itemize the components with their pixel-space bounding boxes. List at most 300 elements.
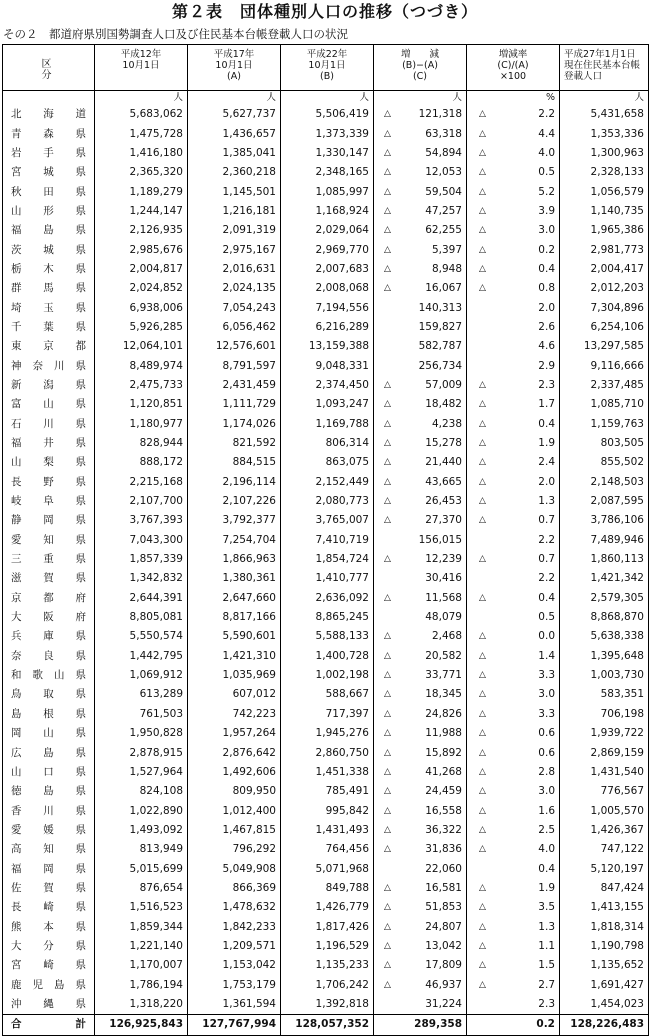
change-rate: [467, 221, 560, 240]
pop-change-value: 4,238: [431, 417, 462, 430]
change-rate-value: 1.4: [538, 649, 555, 662]
decrease-mark: △: [384, 902, 391, 913]
table-row: [3, 105, 649, 124]
header-h17: [188, 45, 281, 91]
pop-h22: 2,636,092: [281, 589, 374, 608]
table-row: [3, 434, 649, 453]
header-h27-line3: 登載人口: [564, 71, 603, 82]
pop-h12: 2,475,733: [95, 376, 188, 395]
pop-h17: 2,431,459: [188, 376, 281, 395]
change-rate-value: 2.3: [538, 378, 555, 391]
page-title: 第２表 団体種別人口の推移（つづき）: [171, 2, 478, 21]
table-row: [3, 879, 649, 898]
pop-h22: 128,057,352: [281, 1015, 374, 1035]
change-rate-value: 5.2: [538, 185, 555, 198]
change-rate: [467, 608, 560, 627]
pop-h27: 2,012,203: [560, 279, 649, 298]
pop-h22: 1,330,147: [281, 144, 374, 163]
decrease-mark: △: [479, 728, 486, 739]
pop-change-value: 18,482: [425, 398, 462, 411]
pop-h22: 7,194,556: [281, 298, 374, 317]
pop-h27: 2,869,159: [560, 743, 649, 762]
pop-h12: 1,493,092: [95, 821, 188, 840]
change-rate: [467, 105, 560, 124]
header-rate: [467, 45, 560, 91]
pop-h22: 1,426,779: [281, 898, 374, 917]
change-rate: [467, 260, 560, 279]
change-rate: [467, 627, 560, 646]
table-row: [3, 318, 649, 337]
prefecture-name: 富山県: [3, 395, 95, 414]
pop-h17: 2,196,114: [188, 473, 281, 492]
prefecture-name: 島根県: [3, 705, 95, 724]
pop-h17: 742,223: [188, 705, 281, 724]
pop-h12: 1,221,140: [95, 937, 188, 956]
decrease-mark: △: [479, 283, 486, 294]
decrease-mark: △: [479, 708, 486, 719]
pop-h17: 1,380,361: [188, 569, 281, 588]
pop-h27: 5,120,197: [560, 859, 649, 878]
change-rate: [467, 879, 560, 898]
change-rate: [467, 240, 560, 259]
pop-h12: 824,108: [95, 782, 188, 801]
table-row: [3, 859, 649, 878]
change-rate: [467, 801, 560, 820]
prefecture-name: 京都府: [3, 589, 95, 608]
pop-change: [374, 511, 467, 530]
pop-h27: 1,353,336: [560, 124, 649, 143]
table-row: [3, 473, 649, 492]
pop-change-value: 16,581: [425, 881, 462, 894]
pop-change: [374, 898, 467, 917]
change-rate-value: 3.0: [538, 224, 555, 237]
pop-h27: 1,085,710: [560, 395, 649, 414]
table-row: [3, 298, 649, 317]
pop-h27: 5,638,338: [560, 627, 649, 646]
pop-change-value: 24,459: [425, 785, 462, 798]
change-rate-value: 0.7: [538, 514, 555, 527]
pop-h22: 806,314: [281, 434, 374, 453]
decrease-mark: △: [479, 882, 486, 893]
decrease-mark: △: [479, 399, 486, 410]
pop-h27: 1,159,763: [560, 415, 649, 434]
pop-h27: 5,431,658: [560, 105, 649, 124]
change-rate-value: 4.0: [538, 843, 555, 856]
table-row: [3, 453, 649, 472]
pop-h17: 821,592: [188, 434, 281, 453]
pop-h22: 1,451,338: [281, 763, 374, 782]
pop-change: [374, 763, 467, 782]
table-row: [3, 743, 649, 762]
pop-change: [374, 240, 467, 259]
pop-h22: 1,945,276: [281, 724, 374, 743]
pop-change: [374, 821, 467, 840]
pop-h12: 5,015,699: [95, 859, 188, 878]
table-row: [3, 763, 649, 782]
pop-h27: 2,148,503: [560, 473, 649, 492]
change-rate: [467, 144, 560, 163]
change-rate-value: 2.0: [538, 475, 555, 488]
change-rate: [467, 492, 560, 511]
decrease-mark: △: [479, 670, 486, 681]
prefecture-name: 山梨県: [3, 453, 95, 472]
change-rate: [467, 743, 560, 762]
pop-change: [374, 105, 467, 124]
change-rate: [467, 376, 560, 395]
pop-change: [374, 859, 467, 878]
pop-h12: 761,503: [95, 705, 188, 724]
pop-h17: 1,478,632: [188, 898, 281, 917]
prefecture-name: 兵庫県: [3, 627, 95, 646]
pop-h12: 1,950,828: [95, 724, 188, 743]
decrease-mark: △: [479, 824, 486, 835]
prefecture-name: 愛知県: [3, 531, 95, 550]
pop-h12: 2,985,676: [95, 240, 188, 259]
pop-change: [374, 202, 467, 221]
decrease-mark: △: [479, 438, 486, 449]
change-rate: [467, 917, 560, 936]
decrease-mark: △: [479, 805, 486, 816]
pop-change: [374, 395, 467, 414]
pop-h22: 785,491: [281, 782, 374, 801]
decrease-mark: △: [384, 766, 391, 777]
pop-h22: 849,788: [281, 879, 374, 898]
pop-change-value: 582,787: [418, 340, 462, 353]
change-rate: [467, 975, 560, 994]
pop-change-value: 256,734: [418, 359, 462, 372]
change-rate-value: 0.5: [538, 611, 555, 624]
decrease-mark: △: [384, 263, 391, 274]
pop-h27: 2,004,417: [560, 260, 649, 279]
prefecture-name: 滋賀県: [3, 569, 95, 588]
pop-h17: 884,515: [188, 453, 281, 472]
table-row: [3, 531, 649, 550]
pop-h22: 1,706,242: [281, 975, 374, 994]
table-row: [3, 182, 649, 201]
change-rate: [467, 337, 560, 356]
pop-h27: 2,579,305: [560, 589, 649, 608]
change-rate-value: 2.3: [538, 997, 555, 1010]
pop-h22: 1,168,924: [281, 202, 374, 221]
pop-change-value: 13,042: [425, 939, 462, 952]
table-row: [3, 666, 649, 685]
decrease-mark: △: [384, 109, 391, 120]
prefecture-name: 石川県: [3, 415, 95, 434]
header-row: [3, 45, 649, 91]
change-rate-value: 0.4: [538, 417, 555, 430]
unit-person: 人: [281, 91, 374, 106]
pop-h22: 9,048,331: [281, 356, 374, 375]
table-row: [3, 356, 649, 375]
pop-h17: 796,292: [188, 840, 281, 859]
prefecture-name: 合計: [3, 1015, 95, 1035]
pop-h27: 855,502: [560, 453, 649, 472]
prefecture-name: 東京都: [3, 337, 95, 356]
decrease-mark: △: [384, 379, 391, 390]
decrease-mark: △: [384, 824, 391, 835]
pop-h27: 3,786,106: [560, 511, 649, 530]
units-row: [3, 91, 649, 106]
pop-change: [374, 956, 467, 975]
decrease-mark: △: [384, 805, 391, 816]
pop-change: [374, 840, 467, 859]
change-rate: [467, 434, 560, 453]
pop-h22: 1,196,529: [281, 937, 374, 956]
pop-change-value: 46,937: [425, 978, 462, 991]
pop-h22: 1,373,339: [281, 124, 374, 143]
decrease-mark: △: [384, 844, 391, 855]
table-row: [3, 202, 649, 221]
table-subtitle: その２ 都道府県別国勢調査人口及び住民基本台帳登載人口の状況: [3, 27, 348, 41]
pop-h17: 2,360,218: [188, 163, 281, 182]
table-row: [3, 569, 649, 588]
pop-change-value: 33,771: [425, 669, 462, 682]
change-rate-value: 0.4: [538, 262, 555, 275]
table-row: [3, 724, 649, 743]
pop-h17: 866,369: [188, 879, 281, 898]
pop-change-value: 11,568: [425, 591, 462, 604]
decrease-mark: △: [479, 167, 486, 178]
pop-h12: 2,644,391: [95, 589, 188, 608]
header-h12-line2: 10月1日: [122, 60, 160, 71]
pop-h27: 9,116,666: [560, 356, 649, 375]
change-rate: [467, 685, 560, 704]
pop-change-value: 16,067: [425, 282, 462, 295]
prefecture-name: 鳥取県: [3, 685, 95, 704]
pop-h22: 5,588,133: [281, 627, 374, 646]
pop-h12: 7,043,300: [95, 531, 188, 550]
pop-h22: 1,410,777: [281, 569, 374, 588]
pop-h22: 5,506,419: [281, 105, 374, 124]
pop-h27: 1,135,652: [560, 956, 649, 975]
header-h17-line3: (A): [227, 71, 241, 82]
pop-h12: 12,064,101: [95, 337, 188, 356]
table-row: [3, 917, 649, 936]
decrease-mark: △: [479, 554, 486, 565]
change-rate-value: 3.9: [538, 204, 555, 217]
header-rate-line2: (C)/(A): [497, 60, 529, 71]
pop-change-value: 20,582: [425, 649, 462, 662]
pop-h12: 2,004,817: [95, 260, 188, 279]
change-rate-value: 2.2: [538, 108, 555, 121]
pop-h27: 6,254,106: [560, 318, 649, 337]
prefecture-name: 三重県: [3, 550, 95, 569]
pop-h22: 1,085,997: [281, 182, 374, 201]
pop-h12: 2,365,320: [95, 163, 188, 182]
pop-h12: 1,069,912: [95, 666, 188, 685]
change-rate: [467, 763, 560, 782]
prefecture-name: 沖縄県: [3, 995, 95, 1015]
pop-h27: 1,454,023: [560, 995, 649, 1015]
change-rate-value: 0.5: [538, 166, 555, 179]
pop-h17: 1,436,657: [188, 124, 281, 143]
pop-h17: 1,866,963: [188, 550, 281, 569]
decrease-mark: △: [479, 147, 486, 158]
pop-h17: 12,576,601: [188, 337, 281, 356]
pop-h17: 127,767,994: [188, 1015, 281, 1035]
pop-h12: 1,022,890: [95, 801, 188, 820]
pop-change: [374, 627, 467, 646]
pop-change: [374, 975, 467, 994]
change-rate: [467, 163, 560, 182]
prefecture-name: 大阪府: [3, 608, 95, 627]
pop-h22: 8,865,245: [281, 608, 374, 627]
table-row: [3, 511, 649, 530]
pop-change-value: 11,988: [425, 727, 462, 740]
pop-h17: 5,590,601: [188, 627, 281, 646]
decrease-mark: △: [479, 921, 486, 932]
pop-change-value: 18,345: [425, 688, 462, 701]
pop-change-value: 289,358: [414, 1018, 462, 1031]
pop-h22: 1,817,426: [281, 917, 374, 936]
change-rate: [467, 531, 560, 550]
pop-change-value: 140,313: [418, 301, 462, 314]
decrease-mark: △: [384, 940, 391, 951]
pop-h22: 2,860,750: [281, 743, 374, 762]
pop-h22: 2,152,449: [281, 473, 374, 492]
pop-h22: 1,854,724: [281, 550, 374, 569]
pop-h12: 1,442,795: [95, 647, 188, 666]
decrease-mark: △: [384, 496, 391, 507]
pop-h22: 717,397: [281, 705, 374, 724]
decrease-mark: △: [384, 457, 391, 468]
pop-h27: 1,056,579: [560, 182, 649, 201]
pop-h27: 1,939,722: [560, 724, 649, 743]
pop-h22: 863,075: [281, 453, 374, 472]
prefecture-name: 福島県: [3, 221, 95, 240]
prefecture-name: 岩手県: [3, 144, 95, 163]
prefecture-name: 千葉県: [3, 318, 95, 337]
pop-change: [374, 937, 467, 956]
change-rate: [467, 569, 560, 588]
pop-h12: 1,786,194: [95, 975, 188, 994]
pop-h17: 607,012: [188, 685, 281, 704]
table-row: [3, 627, 649, 646]
change-rate-value: 2.9: [538, 359, 555, 372]
pop-h12: 2,878,915: [95, 743, 188, 762]
pop-h22: 1,431,493: [281, 821, 374, 840]
prefecture-name: 奈良県: [3, 647, 95, 666]
pop-h27: 583,351: [560, 685, 649, 704]
change-rate: [467, 937, 560, 956]
pop-change: [374, 647, 467, 666]
change-rate-value: 4.6: [538, 340, 555, 353]
pop-h17: 1,216,181: [188, 202, 281, 221]
prefecture-name: 徳島県: [3, 782, 95, 801]
pop-change-value: 17,809: [425, 959, 462, 972]
prefecture-name: 新潟県: [3, 376, 95, 395]
pop-h22: 764,456: [281, 840, 374, 859]
decrease-mark: △: [479, 747, 486, 758]
pop-h17: 5,049,908: [188, 859, 281, 878]
prefecture-name: 鹿児島県: [3, 975, 95, 994]
pop-change: [374, 337, 467, 356]
pop-h22: 2,007,683: [281, 260, 374, 279]
pop-change-value: 41,268: [425, 765, 462, 778]
decrease-mark: △: [384, 399, 391, 410]
change-rate-value: 2.2: [538, 572, 555, 585]
pop-h12: 5,550,574: [95, 627, 188, 646]
decrease-mark: △: [384, 882, 391, 893]
header-h22-line1: 平成22年: [306, 49, 348, 60]
table-row: [3, 376, 649, 395]
pop-change-value: 63,318: [425, 127, 462, 140]
change-rate-value: 0.4: [538, 591, 555, 604]
pop-h27: 1,860,113: [560, 550, 649, 569]
decrease-mark: △: [384, 515, 391, 526]
pop-h12: 2,024,852: [95, 279, 188, 298]
change-rate-value: 1.3: [538, 495, 555, 508]
prefecture-name: 宮崎県: [3, 956, 95, 975]
change-rate-value: 3.0: [538, 785, 555, 798]
table-row: [3, 337, 649, 356]
pop-change: [374, 279, 467, 298]
pop-change: [374, 144, 467, 163]
decrease-mark: △: [384, 747, 391, 758]
pop-h22: 5,071,968: [281, 859, 374, 878]
change-rate-value: 4.0: [538, 146, 555, 159]
table-row: [3, 821, 649, 840]
pop-h22: 1,002,198: [281, 666, 374, 685]
pop-h17: 809,950: [188, 782, 281, 801]
pop-h17: 1,111,729: [188, 395, 281, 414]
pop-change-value: 43,665: [425, 475, 462, 488]
change-rate-value: 0.2: [536, 1018, 555, 1031]
total-row: [3, 1015, 649, 1035]
table-row: [3, 144, 649, 163]
decrease-mark: △: [479, 496, 486, 507]
decrease-mark: △: [479, 844, 486, 855]
pop-h27: 747,122: [560, 840, 649, 859]
decrease-mark: △: [384, 128, 391, 139]
prefecture-name: 岡山県: [3, 724, 95, 743]
decrease-mark: △: [479, 979, 486, 990]
pop-h17: 1,035,969: [188, 666, 281, 685]
change-rate-value: 3.3: [538, 669, 555, 682]
prefecture-name: 山形県: [3, 202, 95, 221]
unit-person: 人: [95, 91, 188, 106]
pop-change-value: 47,257: [425, 204, 462, 217]
prefecture-name: 愛媛県: [3, 821, 95, 840]
unit-person: 人: [188, 91, 281, 106]
decrease-mark: △: [479, 766, 486, 777]
pop-h12: 3,767,393: [95, 511, 188, 530]
table-row: [3, 124, 649, 143]
decrease-mark: △: [384, 147, 391, 158]
change-rate: [467, 298, 560, 317]
pop-h27: 2,087,595: [560, 492, 649, 511]
pop-change: [374, 743, 467, 762]
pop-change: [374, 163, 467, 182]
pop-change-value: 156,015: [418, 533, 462, 546]
decrease-mark: △: [384, 476, 391, 487]
pop-h22: 1,392,818: [281, 995, 374, 1015]
pop-h27: 1,691,427: [560, 975, 649, 994]
pop-h12: 876,654: [95, 879, 188, 898]
change-rate: [467, 995, 560, 1015]
change-rate: [467, 202, 560, 221]
pop-h22: 2,008,068: [281, 279, 374, 298]
prefecture-name: 福岡県: [3, 859, 95, 878]
decrease-mark: △: [479, 418, 486, 429]
header-h22-line2: 10月1日: [308, 60, 346, 71]
decrease-mark: △: [384, 650, 391, 661]
pop-h17: 2,016,631: [188, 260, 281, 279]
header-rate-line1: 増減率: [498, 49, 528, 60]
pop-h27: 1,140,735: [560, 202, 649, 221]
header-h22: [281, 45, 374, 91]
pop-h27: 776,567: [560, 782, 649, 801]
